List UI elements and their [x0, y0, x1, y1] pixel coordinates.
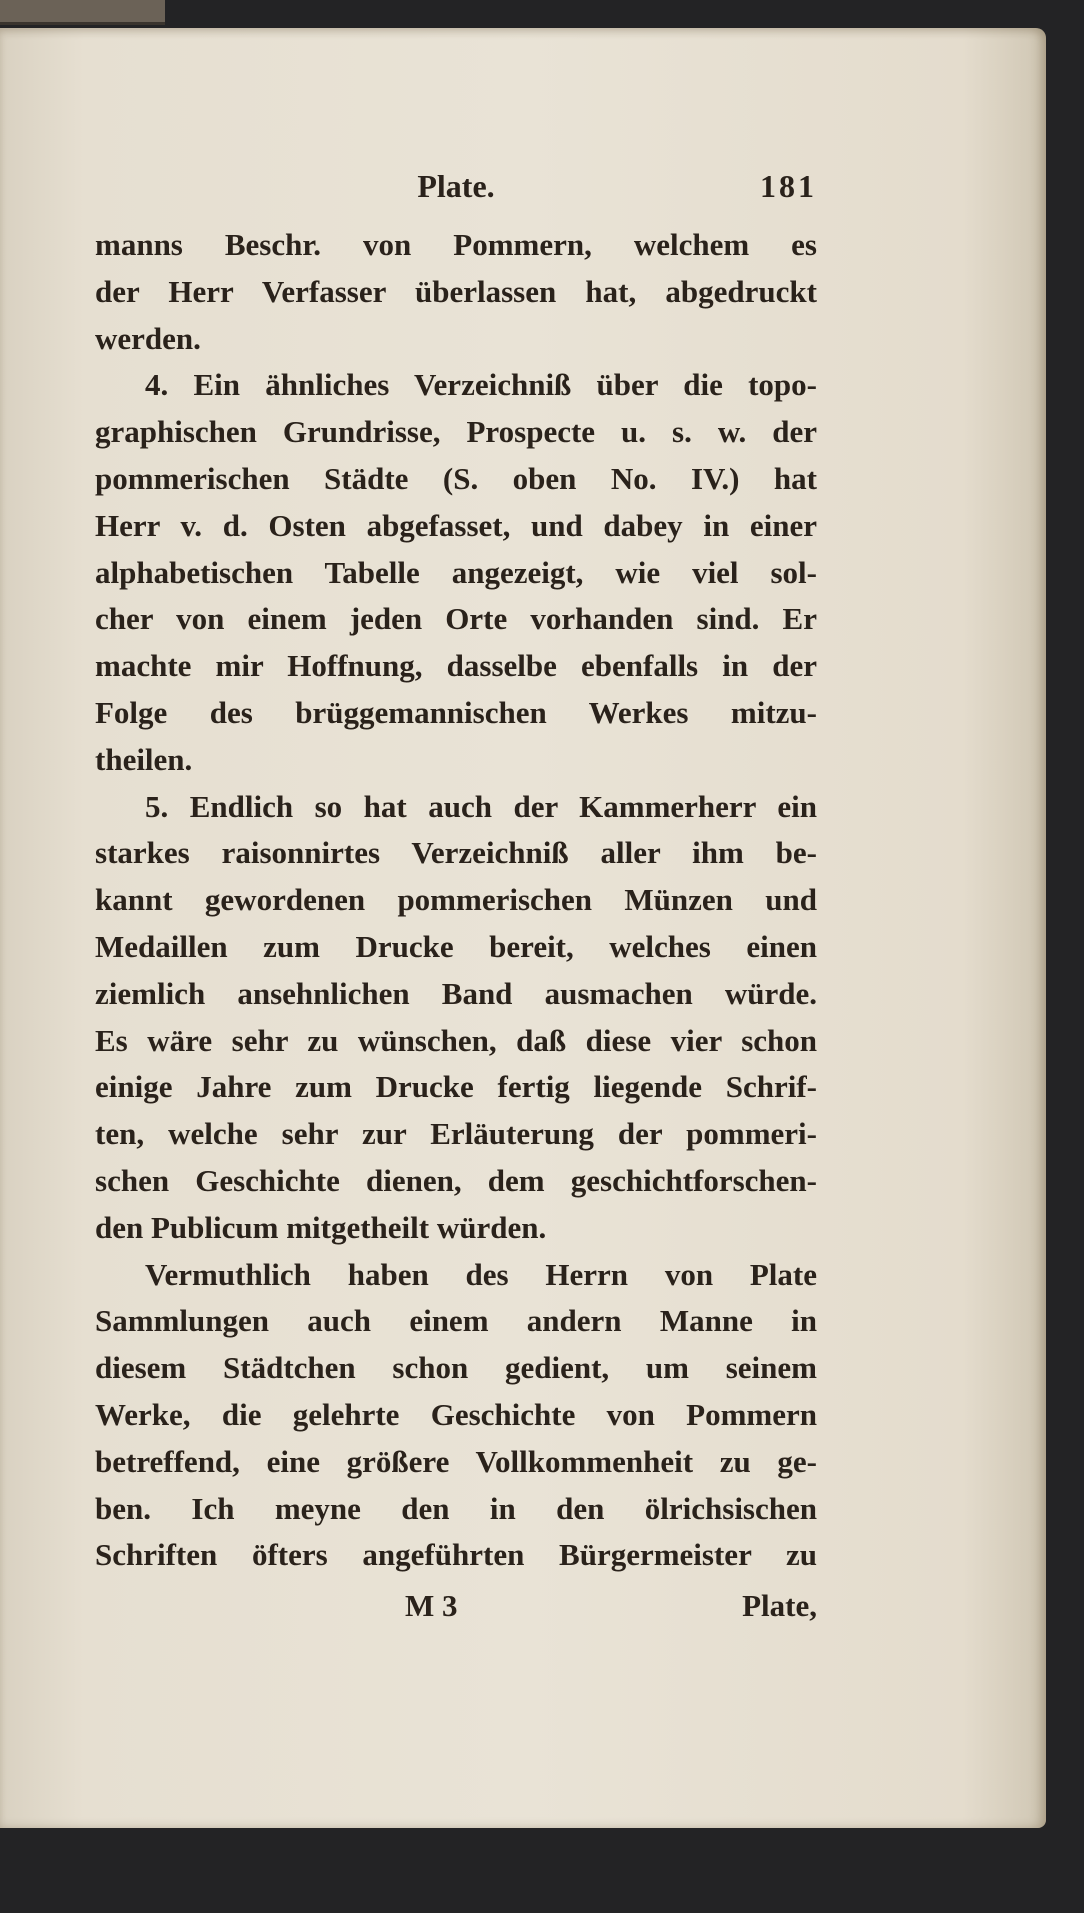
text-line: ten, welche sehr zur Erläuterung der pommeri- — [95, 1116, 817, 1152]
text-block — [95, 168, 817, 1630]
signature-mark: M 3 — [405, 1588, 458, 1624]
text-line: Schriften öfters angeführten Bürgermeister zu — [95, 1537, 817, 1573]
text-line: ziemlich ansehnlichen Band ausmachen würde. — [95, 975, 817, 1011]
body-text — [95, 222, 817, 1579]
text-line: diesem Städtchen schon gedient, um seinem — [95, 1350, 817, 1386]
text-line: alphabetischen Tabelle angezeigt, wie viel sol- — [95, 554, 817, 590]
text-line: kannt gewordenen pommerischen Münzen und — [95, 882, 817, 918]
text-line: starkes raisonnirtes Verzeichniß aller ihm be- — [95, 835, 817, 871]
text-line: betreffend, eine größere Vollkommenheit zu ge- — [95, 1443, 817, 1479]
text-line: den Publicum mitgetheilt würden. — [95, 1209, 547, 1245]
running-head: Plate. — [417, 168, 495, 204]
text-line: 4. Ein ähnliches Verzeichniß über die topo- — [145, 367, 817, 403]
book-edge — [0, 0, 165, 25]
text-line: Es wäre sehr zu wünschen, daß diese vier schon — [95, 1022, 817, 1058]
text-line: ben. Ich meyne den in den ölrichsischen — [95, 1490, 817, 1526]
text-line: werden. — [95, 320, 201, 356]
page-header — [95, 168, 817, 208]
text-line: schen Geschichte dienen, dem geschichtforschen- — [95, 1162, 817, 1198]
text-line: Vermuthlich haben des Herrn von Plate — [145, 1256, 817, 1292]
text-line: der Herr Verfasser überlassen hat, abgedruckt — [95, 273, 817, 309]
text-line: manns Beschr. von Pommern, welchem es — [95, 227, 817, 262]
text-line: Herr v. d. Osten abgefasset, und dabey in einer — [95, 507, 817, 543]
text-line: graphischen Grundrisse, Prospecte u. s. w. der — [95, 414, 817, 450]
text-line: machte mir Hoffnung, dasselbe ebenfalls in der — [95, 648, 817, 684]
text-line: cher von einem jeden Orte vorhanden sind. Er — [95, 601, 817, 637]
text-line: theilen. — [95, 741, 193, 777]
text-line: 5. Endlich so hat auch der Kammerherr ein — [145, 788, 817, 824]
text-line: Werke, die gelehrte Geschichte von Pommern — [95, 1396, 817, 1432]
text-line: pommerischen Städte (S. oben No. IV.) hat — [95, 460, 817, 496]
text-line: Folge des brüggemannischen Werkes mitzu- — [95, 694, 817, 730]
text-line: Medaillen zum Drucke bereit, welches einen — [95, 928, 817, 964]
page-footer — [95, 1583, 817, 1630]
text-line: einige Jahre zum Drucke fertig liegende Schrif- — [95, 1069, 817, 1105]
catchword: Plate, — [742, 1588, 817, 1624]
text-line: Sammlungen auch einem andern Manne in — [95, 1303, 817, 1339]
page-number: 181 — [760, 168, 817, 204]
